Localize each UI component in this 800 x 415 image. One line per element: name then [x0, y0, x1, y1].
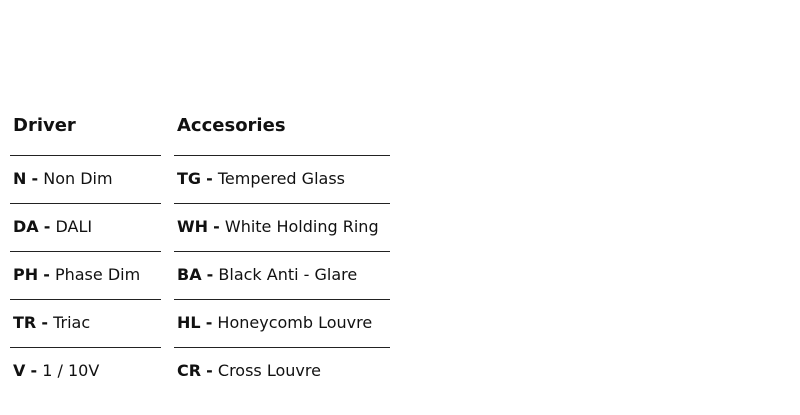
option-code: V: [13, 361, 26, 380]
option-code: BA: [177, 265, 202, 284]
separator: -: [30, 361, 38, 380]
option-code: DA: [13, 217, 39, 236]
separator: -: [31, 169, 39, 188]
option-code: PH: [13, 265, 39, 284]
option-code: CR: [177, 361, 202, 380]
option-label: 1 / 10V: [42, 361, 100, 380]
option-label: Triac: [53, 313, 91, 332]
option-label: Non Dim: [43, 169, 113, 188]
option-code: HL: [177, 313, 201, 332]
driver-column: [10, 112, 161, 396]
separator: -: [43, 265, 50, 284]
accessory-row: [174, 204, 390, 252]
separator: -: [206, 265, 214, 284]
accessories-heading: Accesories: [174, 112, 390, 156]
driver-heading: Driver: [10, 112, 161, 156]
separator: -: [41, 313, 48, 332]
option-code: WH: [177, 217, 209, 236]
separator: -: [213, 217, 220, 236]
option-code: TG: [177, 169, 202, 188]
driver-row: [10, 252, 161, 300]
option-code: N: [13, 169, 27, 188]
separator: -: [43, 217, 51, 236]
option-label: DALI: [55, 217, 93, 236]
option-label: Honeycomb Louvre: [217, 313, 373, 332]
driver-row: [10, 156, 161, 204]
accessory-row: [174, 252, 390, 300]
option-label: Phase Dim: [54, 265, 141, 284]
option-label: Cross Louvre: [217, 361, 321, 380]
accessory-row: [174, 300, 390, 348]
option-label: Tempered Glass: [217, 169, 345, 188]
accessory-row: [174, 156, 390, 204]
option-label: Black Anti - Glare: [218, 265, 358, 284]
option-code: TR: [13, 313, 37, 332]
driver-row: [10, 204, 161, 252]
option-label: White Holding Ring: [224, 217, 379, 236]
separator: -: [206, 169, 213, 188]
driver-row: [10, 348, 161, 396]
accessories-column: [174, 112, 390, 396]
accessory-row: [174, 348, 390, 396]
separator: -: [205, 313, 213, 332]
separator: -: [206, 361, 213, 380]
driver-row: [10, 300, 161, 348]
